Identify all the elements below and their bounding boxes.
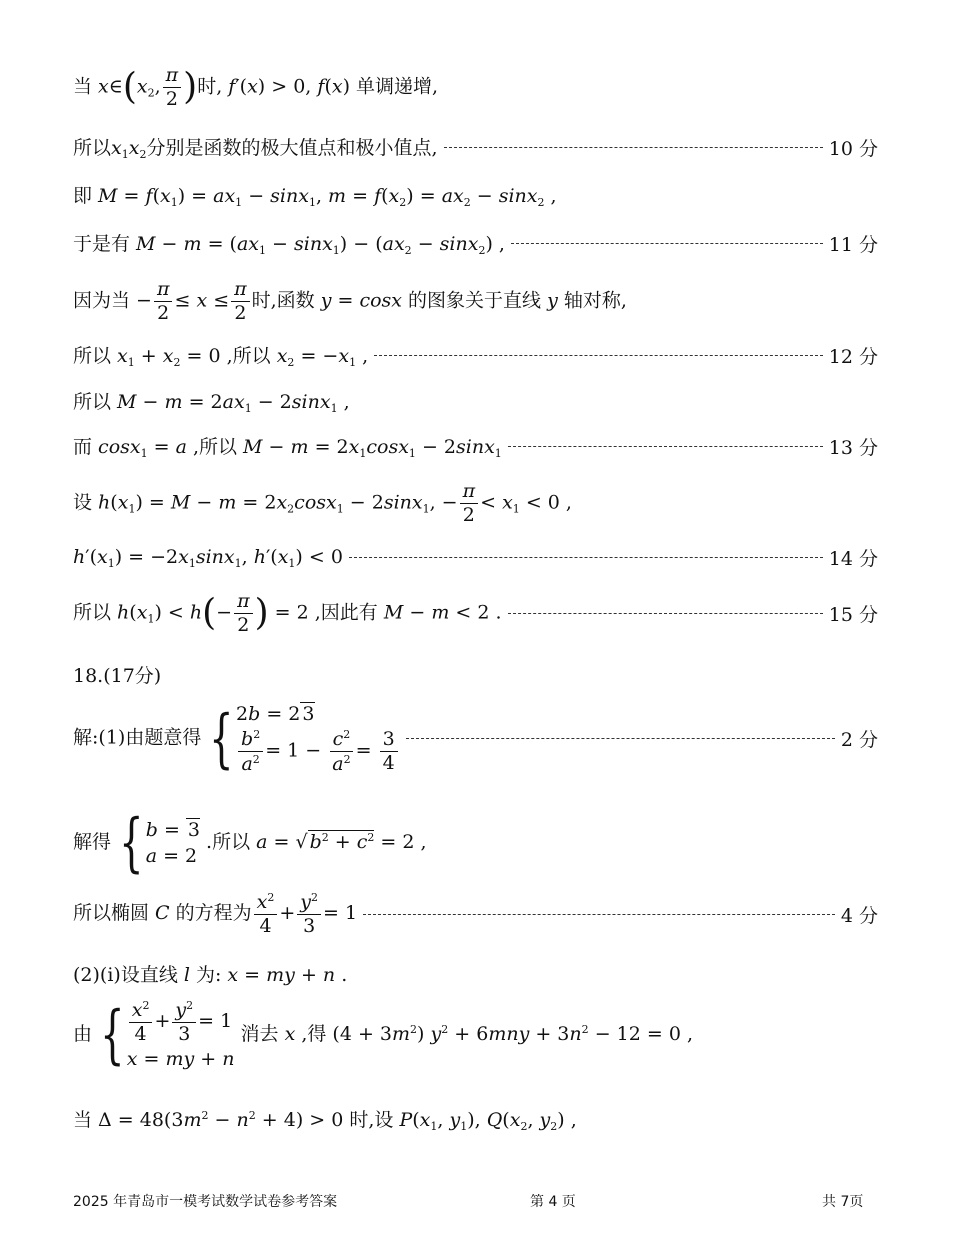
score-12: 12 分 (828, 345, 878, 368)
line-11: 所以 $h(x_1) < h(-$ $\frac{\pi}{2}$ ) = 2 ,因此有 M − m < 2 . 15 分 (73, 590, 878, 636)
line-2: 所以$x_1x_2$分别是函数的极大值点和极小值点, 10 分 (73, 133, 878, 161)
line-16: (2)(i)设直线 l 为: x = my + n . (73, 964, 348, 986)
line-5: 因为当 − $\frac{\pi}{2}$ ≤ x ≤ $\frac{\pi}{2}$ 时,函数 y = cosx 的图象关于直线 y 轴对称, (73, 278, 627, 324)
line-13: 解:(1)由题意得 { 2b = 2 3 $\frac{b^2}{a^2}$ = 1 − $\frac{c^2}{a^2}$ = $\frac{3}{4}$ 2 分 (73, 701, 878, 776)
line-10: $h'(x_1) = -2x_1\sin x_1$, $h'(x_1) < 0$ 14 分 (73, 545, 878, 570)
score-15: 15 分 (828, 604, 878, 626)
line-12-heading: 18.(17分) (73, 665, 162, 687)
score-4: 4 分 (840, 904, 878, 927)
line-15: 所以椭圆 C 的方程为 $\frac{x^2}{4}$ + $\frac{y^2}{3}$ = 1 4 分 (73, 891, 878, 937)
dash-leader (374, 355, 823, 356)
score-10: 10 分 (828, 137, 878, 160)
line-3: 即 $M = f(x_1) = ax_1 - \sin x_1$, $m = f(x_2) = ax_2 - \sin x_2$ , (73, 185, 557, 209)
dash-leader (406, 738, 835, 739)
score-14: 14 分 (828, 548, 878, 570)
line-18: 当 $\Delta = 48(3m^2 - n^2 + 4) > 0$ 时,设 $P(x_1$, $y_1$), $Q(x_2$, $y_2$) , (73, 1109, 577, 1133)
footer-title: 2025 年青岛市一模考试数学试卷参考答案 (73, 1194, 338, 1210)
footer-page-number: 第 4 页 (530, 1194, 576, 1210)
line-1: 当 $x\in(x_2$, $\frac{\pi}{2}$ )时, f′(x) > 0, f(x) 单调递增, (73, 64, 439, 110)
dash-leader (511, 243, 823, 244)
line-6: 所以 $x_1 + x_2 = 0$ ,所以 $x_2 = -x_1$ , 12 分 (73, 341, 878, 369)
line-9: 设 $h(x_1) = M - m = 2x_2\cos x_1 - 2\sin x_1$, − $\frac{\pi}{2}$ < $x_1 < 0$ , (73, 480, 572, 526)
footer-total-pages: 共 7页 (822, 1194, 864, 1210)
line-8: 而 cosx$_1$ = a ,所以 $M - m = 2x_1\cos x_1 - 2\sin x_1$ 13 分 (73, 432, 878, 460)
line-7: 所以 $M - m = 2ax_1 - 2\sin x_1$ , (73, 391, 350, 415)
dash-leader (508, 613, 823, 614)
line-17: 由 { $\frac{x^2}{4}$ + $\frac{y^2}{3}$ = 1 x = my + n 消去 x ,得 $(4 + 3m^2)$ $y^2 + 6mny + 3n^2 - 12 = 0$ , (73, 998, 693, 1072)
line-14: 解得 { b = 3 a = 2 .所以 a = √ $b^2 + c^2 = 2$ , (73, 806, 427, 880)
score-11: 11 分 (828, 233, 878, 256)
dash-leader (508, 446, 823, 447)
score-2: 2 分 (840, 729, 878, 751)
line-4: 于是有 $M - m = (ax_1 - \sin x_1) - (ax_2 - \sin x_2)$ , 11 分 (73, 229, 878, 257)
dash-leader (349, 557, 823, 558)
dash-leader (363, 914, 835, 915)
score-13: 13 分 (828, 436, 878, 459)
dash-leader (444, 147, 823, 148)
